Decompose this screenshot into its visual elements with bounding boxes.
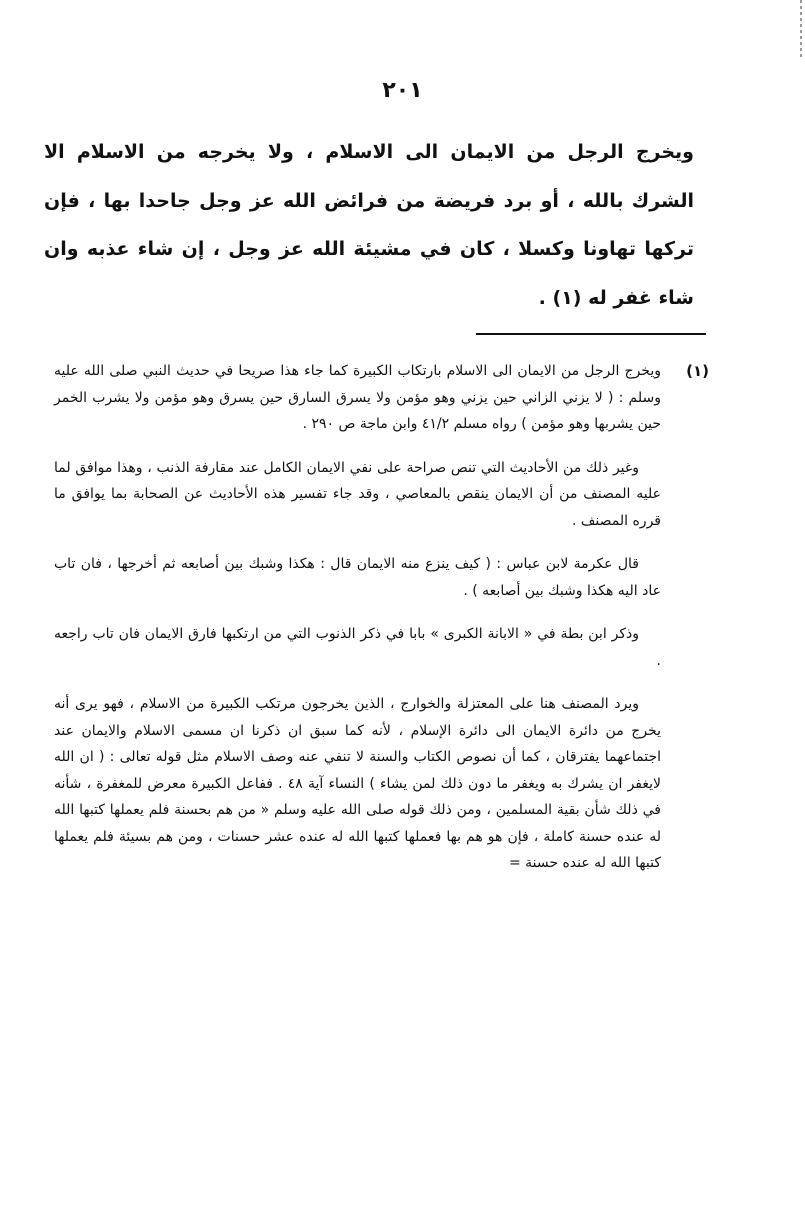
footnote-divider — [476, 333, 706, 335]
footnote-paragraph: ويخرج الرجل من الايمان الى الاسلام بارتكاب الكبيرة كما جاء هذا صريحا في حديث النبي صلى الله عليه وسلم : ( لا يزني الزاني حين يزني وهو مؤمن ولا يسرق السارق حين يسرق وهو مؤمن ولا يشرب الخمر حين يشربها وهو مؤمن ) رواه مسلم ٤١/٢ وابن ماجة ص ٢٩٠ . — [54, 363, 661, 432]
footnote-paragraph: ويرد المصنف هنا على المعتزلة والخوارج ، الذين يخرجون مرتكب الكبيرة من الاسلام ، فهو يرى أنه يخرج من دائرة الايمان الى دائرة الإسلام ، لأنه كما سبق ان ذكرنا ان مسمى الاسلام والايمان عند اجتماعهما يفترقان ، كما أن نصوص الكتاب والسنة لا تنفي عنه وصف الاسلام مثل قوله تعالى : ( ان الله لايغفر ان يشرك به ويغفر ما دون ذلك لمن يشاء ) النساء آية ٤٨ . ففاعل الكبيرة معرض للمغفرة ، شأنه في ذلك شأن بقية المسلمين ، ومن ذلك قوله صلى الله عليه وسلم « من هم بحسنة فلم يعملها كتبها الله له عنده حسنة كاملة ، فإن هو هم بها فعملها كتبها الله له عنده عشر حسنات ، ومن هم بسيئة فلم يعملها كتبها الله له عنده حسنة = — [54, 696, 662, 871]
main-text-block — [44, 128, 694, 322]
footnote-paragraph: قال عكرمة لابن عباس : ( كيف ينزع منه الايمان قال : هكذا وشبك بين أصابعه ثم أخرجها ، فان تاب عاد اليه هكذا وشبك بين أصابعه ) . — [54, 556, 661, 599]
footnotes-block — [54, 358, 709, 894]
footnote-marker: (١) — [686, 362, 709, 380]
page-number: ٢٠١ — [382, 78, 423, 103]
scan-edge-mark — [800, 0, 802, 60]
footnote-body — [54, 358, 661, 877]
footnote-paragraph: وغير ذلك من الأحاديث التي تنص صراحة على نفي الايمان الكامل عند مقارفة الذنب ، وهذا موافق لما عليه المصنف من أن الايمان ينقص بالمعاصي ، وقد جاء تفسير هذه الأحاديث عن الصحابة بما يوافق ما قرره المصنف . — [54, 459, 661, 529]
main-paragraph: ويخرج الرجل من الايمان الى الاسلام ، ولا يخرجه من الاسلام الا الشرك بالله ، أو برد فريضة من فرائض الله عز وجل جاحدا بها ، فإن تركها تهاونا وكسلا ، كان في مشيئة الله عز وجل ، إن شاء عذبه وان شاء غفر له (١) . — [44, 141, 694, 309]
footnote-paragraph: وذكر ابن بطة في « الابانة الكبرى » بابا في ذكر الذنوب التي من ارتكبها فارق الايمان فان تاب راجعه . — [54, 626, 661, 669]
